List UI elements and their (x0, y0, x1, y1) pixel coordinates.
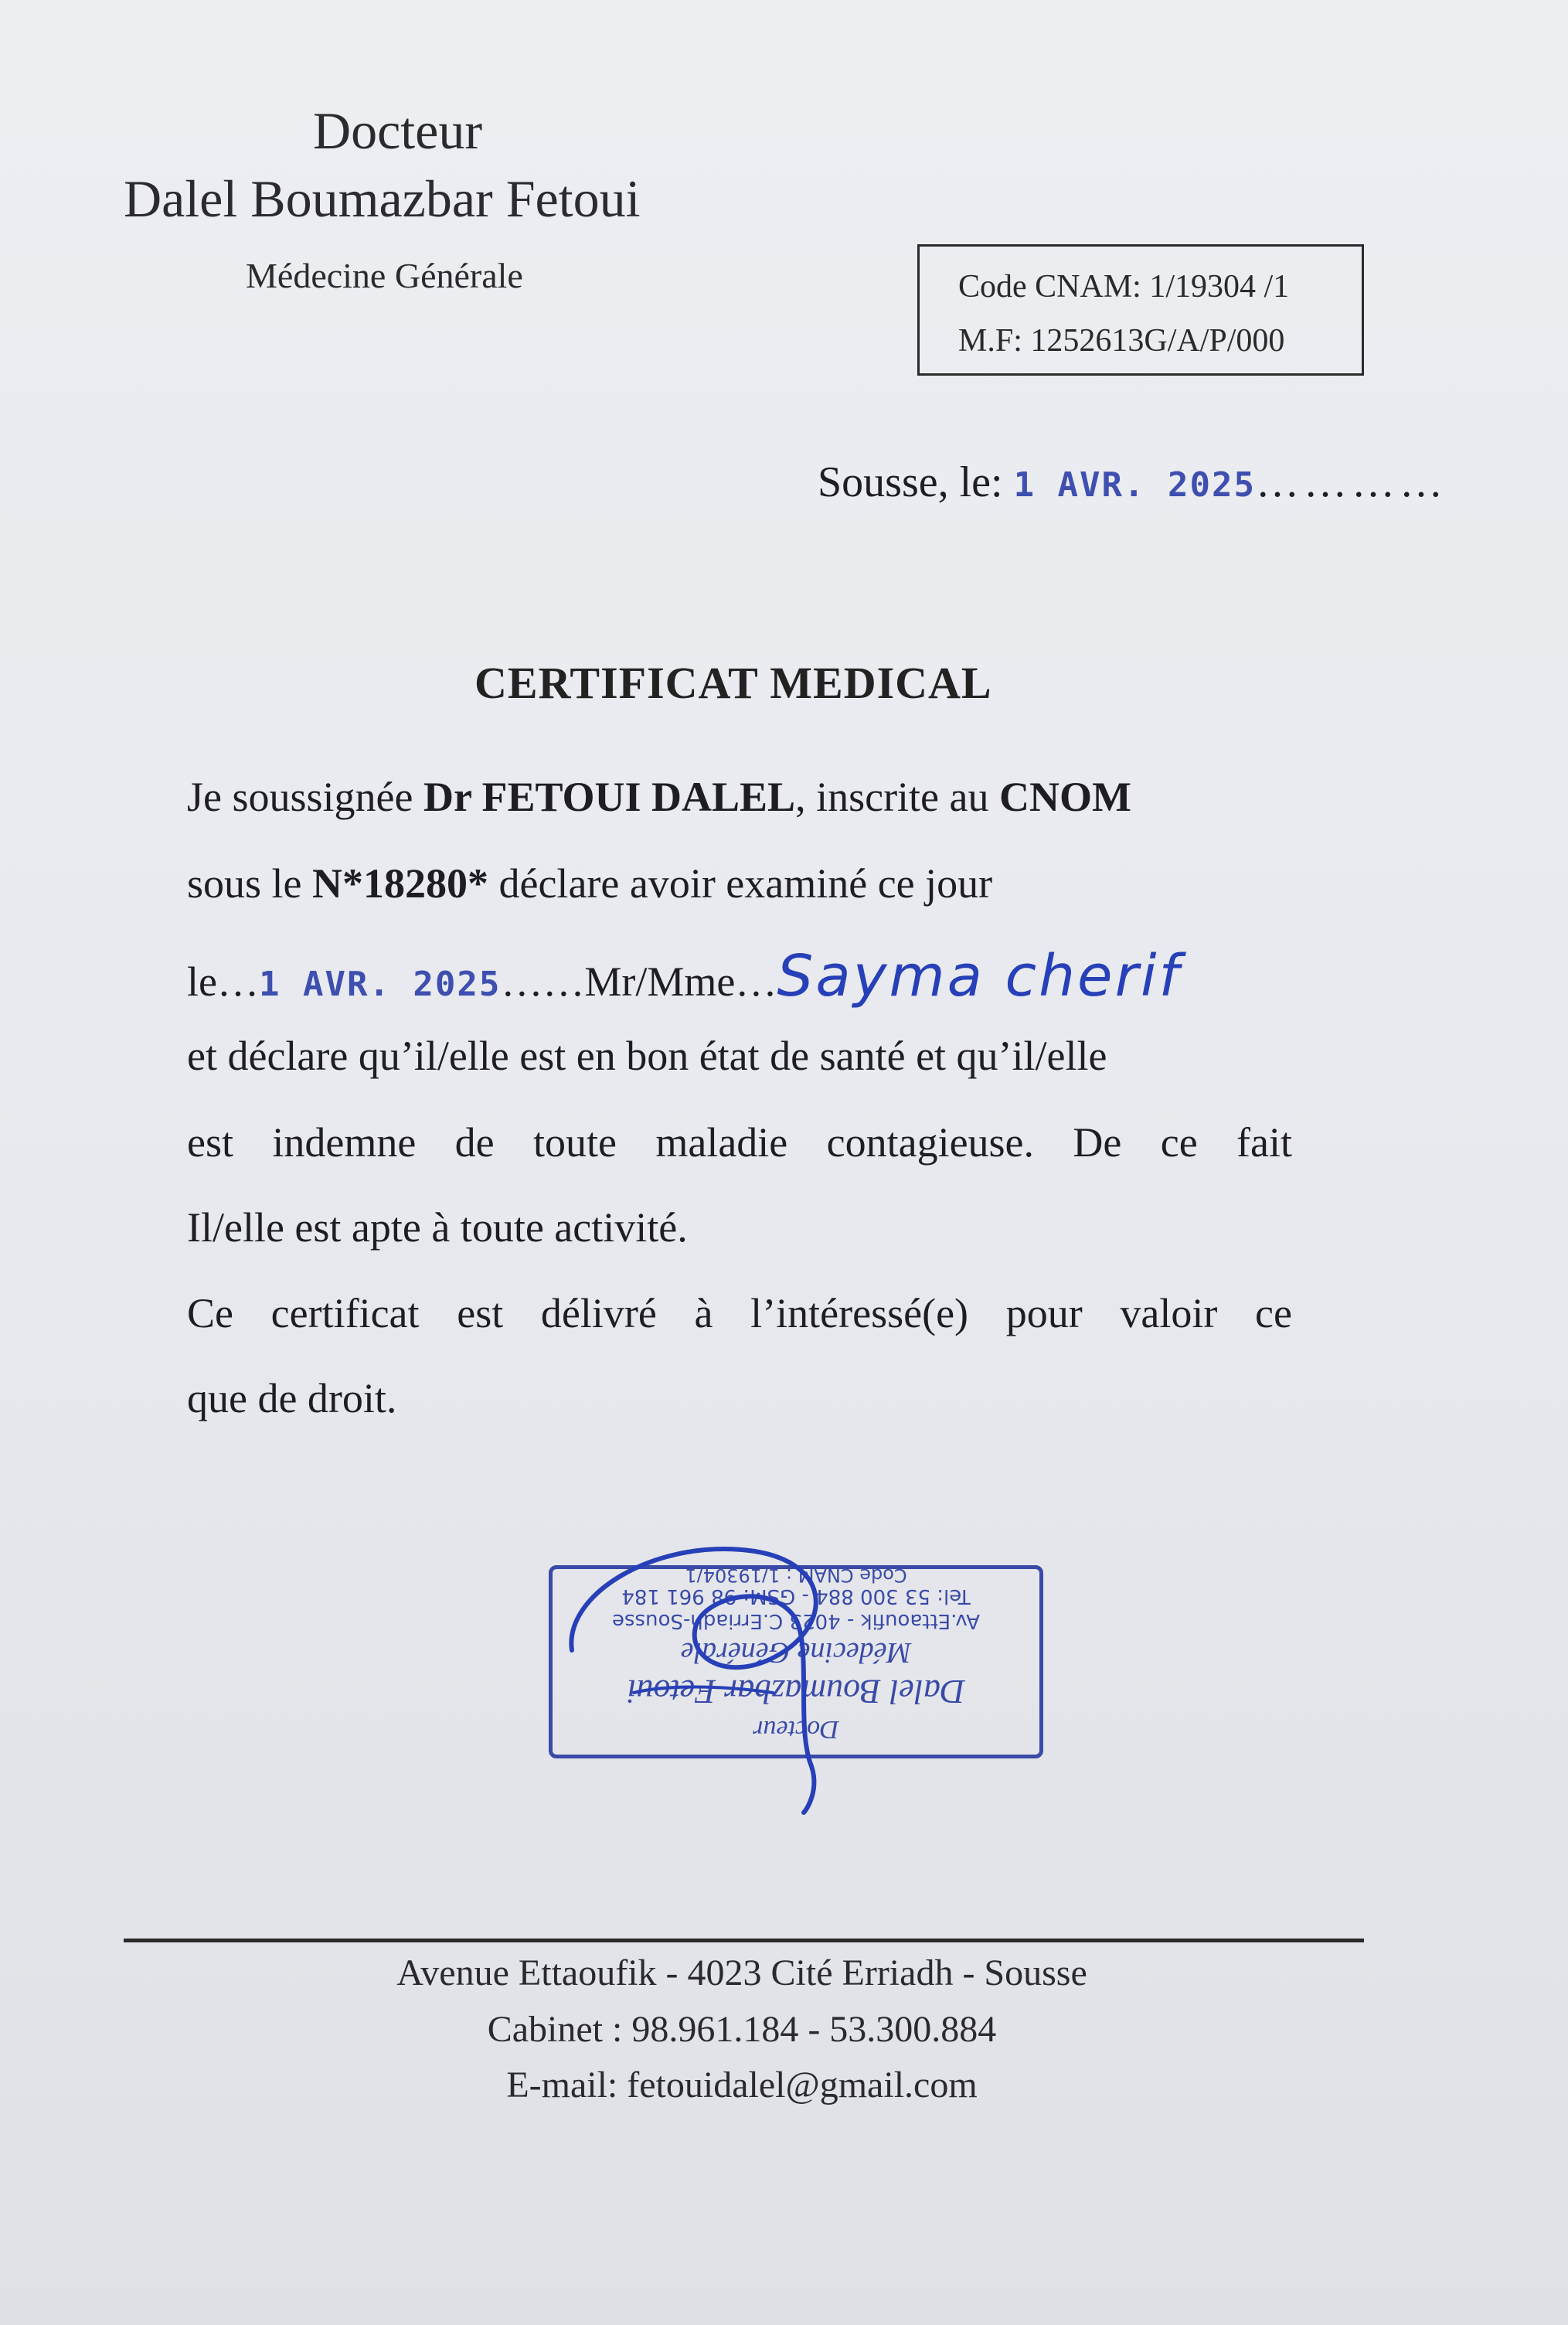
body-text: , inscrite au (795, 774, 999, 820)
body-text: ……Mr/Mme… (501, 958, 777, 1005)
footer-address: Avenue Ettaoufik - 4023 Cité Erriadh - Sousse (396, 1952, 1087, 1993)
date-stamp: 1 AVR. 2025 (1013, 465, 1256, 505)
stamp-name: Dalel Boumazbar Fetoui (627, 1673, 965, 1711)
exam-date-stamp: 1 AVR. 2025 (258, 965, 502, 1004)
registration-number: N*18280* (312, 860, 488, 907)
patient-name-handwritten: Sayma cherif (777, 943, 1182, 1009)
date-colon: : (991, 458, 1003, 506)
body-line-4: et déclare qu’il/elle est en bon état de santé et qu’il/elle (187, 1033, 1107, 1079)
cnam-box (917, 244, 1364, 376)
header-title: Docteur (313, 101, 483, 160)
body-line-5: est indemne de toute maladie contagieuse. De ce fait (187, 1119, 1292, 1166)
stamp-title: Docteur (753, 1715, 839, 1744)
doctor-ref: Dr FETOUI DALEL (423, 774, 796, 820)
stamp-address: Av.Ettaoufik - 4023 C.Erriadh-Sousse (611, 1609, 981, 1632)
code-cnam: Code CNAM: 1/19304 /1 (958, 269, 1290, 305)
date-line (818, 458, 1447, 507)
stamp-phone: Tel: 53 300 884 - GSM: 98 961 184 (621, 1585, 971, 1608)
body-text: le… (187, 958, 259, 1005)
body-line-1 (187, 773, 1292, 821)
signature (541, 1534, 896, 1828)
body-text: déclare avoir examiné ce jour (488, 860, 993, 907)
footer-divider (124, 1939, 1364, 1942)
body-text: Je soussignée (187, 774, 423, 820)
body-line-2 (187, 860, 1292, 907)
body-line-3 (187, 943, 1292, 1009)
body-line-8: que de droit. (187, 1375, 397, 1421)
certificate-title: CERTIFICAT MEDICAL (474, 658, 992, 708)
doctor-specialty: Médecine Générale (246, 256, 523, 295)
cnom-ref: CNOM (999, 774, 1131, 820)
date-dots: ………… (1255, 458, 1447, 506)
footer-phone: Cabinet : 98.961.184 - 53.300.884 (487, 2009, 997, 2050)
body-line-7: Ce certificat est délivré à l’intéressé(e) pour valoir ce (187, 1290, 1292, 1336)
matricule-fiscal: M.F: 1252613G/A/P/000 (958, 323, 1285, 359)
body-line-6: Il/elle est apte à toute activité. (187, 1204, 688, 1251)
stamp-cnam: Code CNAM : 1/19304/1 (685, 1564, 907, 1586)
doctor-name: Dalel Boumazbar Fetoui (124, 169, 641, 228)
date-prefix: Sousse, le (818, 458, 991, 506)
stamp-specialty: Médecine Générale (680, 1636, 912, 1669)
body-text: sous le (187, 860, 312, 907)
footer-email: E-mail: fetouidalel@gmail.com (506, 2065, 978, 2105)
